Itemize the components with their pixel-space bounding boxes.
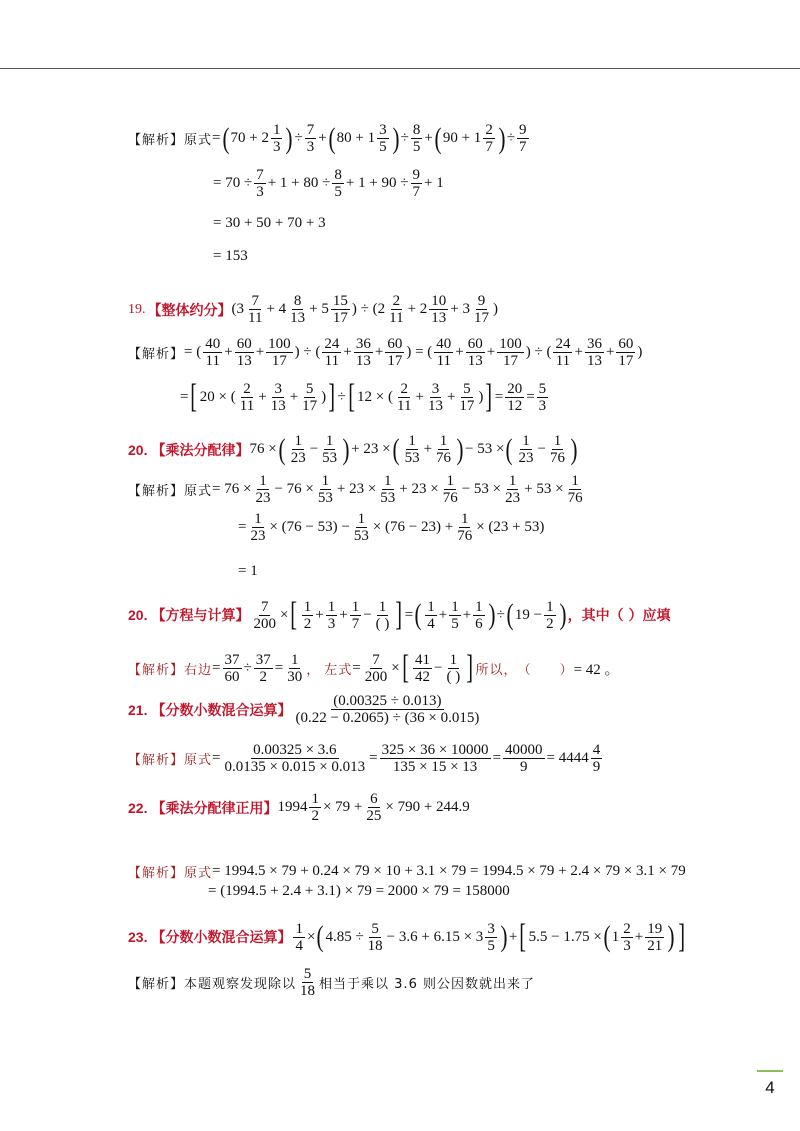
page-number-rule xyxy=(757,1070,783,1072)
question-20a: 20. 【乘法分配律】 76 × ( 1 23 − $\frac{1}{53}$ ) + 23 × ( 1 53 + $\frac{1}{76}$ ) − 53 × ( 1 23 − $\frac{1}{76}$ ) xyxy=(128,432,578,466)
solution-line-4: = 153 xyxy=(213,248,248,264)
question-20b-title: 【方程与计算】 xyxy=(151,608,250,624)
question-20b: 20. 【方程与计算】 $\frac{7}{200}$ × [ 1 2 + $\frac{1}{3}$ + $\frac{1}{7}$ − 1 ( ) ] = ( 1 4 + $\frac{1}{5}$ + $\frac{1}{6}$ ) ÷ ( 19 − $\frac{1}{2}$ ) ，其中（ ）应填 xyxy=(128,596,671,633)
solution-20a-line-3: = 1 xyxy=(238,563,258,579)
solution-20a-line-2: = $\frac{1}{23}$ × (76 − 53) − $\frac{1}{53}$ × (76 − 23) + $\frac{1}{76}$ × (23 + 53) xyxy=(238,511,545,544)
question-22-title: 【乘法分配律正用】 xyxy=(151,800,278,817)
solution-22-line-2: = (1994.5 + 2.4 + 3.1) × 79 = 2000 × 79 = 158000 xyxy=(208,883,510,899)
yuanshi-label: 原式 xyxy=(184,133,213,148)
page-number: 4 xyxy=(765,1078,775,1097)
solution-line-3: = 30 + 50 + 70 + 3 xyxy=(213,215,326,231)
jiexi-label: 【解析】 xyxy=(128,133,185,148)
solution-19-line-2: = [ 20 × ( 2 11 + $\frac{3}{13}$ + $\frac{5}{17}$ ) ] ÷ [ 12 × ( 2 11 + $\frac{3}{13}$ + $\frac{5}{17}$ ) ] = $\frac{20}{12}$ = $\frac{5}{3}$ xyxy=(180,378,547,415)
solution-21: 【解析】 原式 = $\frac{0.00325 \times 3.6}{0.0135 \times 0.015 \times 0.013}$ = $\frac{325 \times 36 \times 10000}{135 \times 15 \times 13}$ = $\frac{40000}{9}$ = 4444 4 9 xyxy=(128,742,601,775)
solution-20b: 【解析】 右边 = $\frac{37}{60}$ ÷ $\frac{37}{2}$ = $\frac{1}{30}$ ， 左式 = $\frac{7}{200}$ × [ 41 42 − 1 ( ) ] 所以， （ ） = 42 。 xyxy=(128,649,620,686)
header-rule xyxy=(0,68,800,69)
solution-23: 【解析】 本题观察发现除以 5 18 相当于乘以 3.6 则公因数就出来了 xyxy=(128,966,535,999)
solution-line-2: = 70 ÷ $\frac{7}{3}$ + 1 + 80 ÷ $\frac{8}{5}$ + 1 + 90 ÷ $\frac{9}{7}$ + 1 xyxy=(213,167,444,200)
question-20a-title: 【乘法分配律】 xyxy=(151,442,250,459)
question-23-title: 【分数小数混合运算】 xyxy=(151,930,292,946)
question-19: 19. 【整体约分】 (3 7 11 + 4 8 13 + 5 15 17 ) ÷ (2 2 11 + 2 10 13 + 3 9 17 ) xyxy=(128,293,499,326)
question-23: 23. 【分数小数混合运算】 $\frac{1}{4}$ × ( 4.85 ÷ $\frac{5}{18}$ − 3.6 + 6.15 × 3 3 5 ) + [ 5.5 − 1.75 × ( 1 2 3 + $\frac{19}{21}$ ) ] xyxy=(128,918,686,955)
solution-22-line-1: 【解析】 原式 = 1994.5 × 79 + 0.24 × 79 × 10 + 3.1 × 79 = 1994.5 × 79 + 2.4 × 79 × 3.1 × 79 xyxy=(128,863,686,881)
solution-19-line-1: 【解析】 = ( 40 11 + $\frac{60}{13}$ + $\frac{100}{17}$ ) ÷ ( 24 11 + $\frac{36}{13}$ + $\frac{60}{17}$ ) = ( 40 11 + $\frac{60}{13}$ + $\frac{100}{17}$ ) ÷ ( 24 11 + $\frac{36}{13}$ + $\frac{60}{17}$ ) xyxy=(128,336,643,369)
question-22: 22. 【乘法分配律正用】 1994 $\frac{1}{2}$ × 79 + $\frac{6}{25}$ × 790 + 244.9 xyxy=(128,791,470,824)
question-21: 21. 【分数小数混合运算】 (0.00325 ÷ 0.013) (0.22 − 0.2065) ÷ (36 × 0.015) xyxy=(128,693,480,726)
question-19-title: 【整体约分】 xyxy=(147,302,232,319)
solution-20a-line-1: 【解析】 原式 = 76 × $\frac{1}{23}$ − 76 × $\frac{1}{53}$ + 23 × $\frac{1}{53}$ + 23 × $\frac{1}{76}$ − 53 × $\frac{1}{23}$ + 53 × $\frac{1}{76}$ xyxy=(128,473,583,506)
question-21-title: 【分数小数混合运算】 xyxy=(151,702,292,719)
solution-line-1: 【解析】 原式 = ( 70 + 2 1 3 ) ÷ $\frac{7}{3}$ + ( 80 + 1 3 5 ) ÷ $\frac{8}{5}$ + ( 90 + 1 2 7 ) ÷ $\frac{9}{7}$ xyxy=(128,121,527,155)
